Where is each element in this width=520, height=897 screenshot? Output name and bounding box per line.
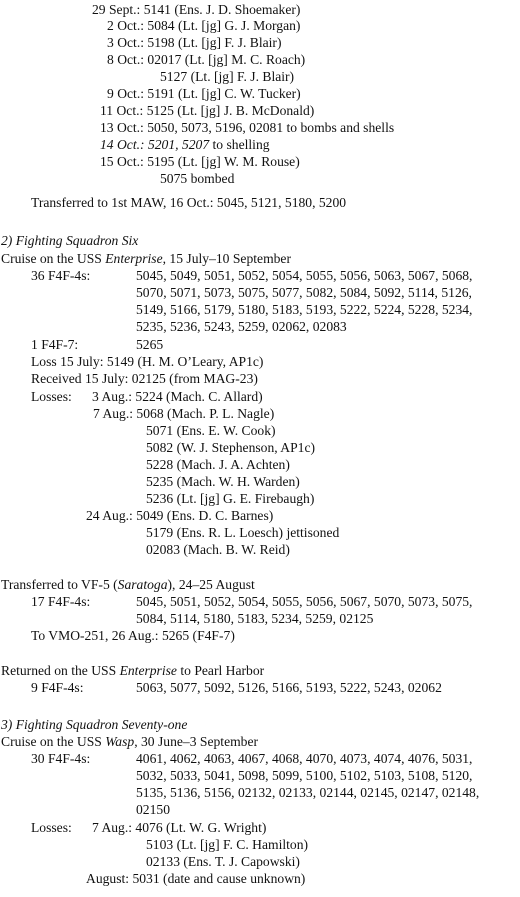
loss-entry: 02133 (Ens. T. J. Capowski) — [146, 854, 300, 869]
loss-entry: 5228 (Mach. J. A. Achten) — [146, 457, 290, 472]
loss-entry: 7 Aug.: 4076 (Lt. W. G. Wright) — [92, 820, 267, 835]
aircraft-list-line: 5032, 5033, 5041, 5098, 5099, 5100, 5102, 5103, 5108, 5120, — [136, 768, 473, 783]
transfer-dates: ), 24–25 August — [167, 577, 255, 592]
loss-entry: 5236 (Lt. [jg] G. E. Firebaugh) — [146, 491, 315, 506]
loss-entry: 02083 (Mach. B. W. Reid) — [146, 542, 290, 557]
cruise-line — [1, 251, 291, 267]
loss-line: Loss 15 July: 5149 (H. M. O’Leary, AP1c) — [31, 354, 264, 369]
loss-numbers: 5201, 5207 — [147, 137, 210, 152]
return-prefix: Returned on the USS — [1, 663, 120, 678]
loss-entry-italic — [100, 137, 270, 153]
ship-name: Enterprise — [105, 251, 163, 266]
loss-entry: 24 Aug.: 5049 (Ens. D. C. Barnes) — [86, 508, 274, 523]
loss-date: 14 Oct.: — [100, 137, 145, 152]
loss-entry: 2 Oct.: 5084 (Lt. [jg] G. J. Morgan) — [107, 18, 301, 33]
loss-entry: 13 Oct.: 5050, 5073, 5196, 02081 to bombs and shells — [100, 120, 395, 135]
loss-entry: 5082 (W. J. Stephenson, AP1c) — [146, 440, 316, 455]
aircraft-list-line: 5045, 5051, 5052, 5054, 5055, 5056, 5067, 5070, 5073, 5075, — [136, 594, 473, 609]
aircraft-count-label: 9 F4F-4s: — [31, 680, 84, 695]
loss-cause: to shelling — [209, 137, 270, 152]
aircraft-list-line: 5265 — [136, 337, 164, 352]
section-heading: 2) Fighting Squadron Six — [1, 233, 139, 248]
loss-entry: 11 Oct.: 5125 (Lt. [jg] J. B. McDonald) — [100, 103, 315, 118]
loss-entry: 5103 (Lt. [jg] F. C. Hamilton) — [146, 837, 309, 852]
loss-entry: 5179 (Ens. R. L. Loesch) jettisoned — [146, 525, 340, 540]
loss-entry: 5071 (Ens. E. W. Cook) — [146, 423, 276, 438]
losses-label: Losses: — [31, 820, 72, 835]
ship-name: Enterprise — [119, 663, 177, 678]
transfer-prefix: Transferred to VF-5 ( — [1, 577, 118, 592]
ship-name: Saratoga — [117, 577, 168, 592]
loss-entry: 5075 bombed — [160, 171, 235, 186]
aircraft-list-line: 5070, 5071, 5073, 5075, 5077, 5082, 5084, 5092, 5114, 5126, — [136, 285, 472, 300]
transfer-line: Transferred to 1st MAW, 16 Oct.: 5045, 5121, 5180, 5200 — [31, 195, 347, 210]
cruise-prefix: Cruise on the USS — [1, 734, 106, 749]
cruise-dates: , 30 June–3 September — [134, 734, 259, 749]
loss-entry: 29 Sept.: 5141 (Ens. J. D. Shoemaker) — [92, 2, 301, 17]
aircraft-list-line: 5149, 5166, 5179, 5180, 5183, 5193, 5222, 5224, 5228, 5234, — [136, 302, 473, 317]
section-heading: 3) Fighting Squadron Seventy-one — [1, 717, 188, 732]
transfer-line: To VMO-251, 26 Aug.: 5265 (F4F-7) — [31, 628, 235, 643]
aircraft-count-label: 36 F4F-4s: — [31, 268, 91, 283]
loss-entry: 15 Oct.: 5195 (Lt. [jg] W. M. Rouse) — [100, 154, 300, 169]
cruise-dates: , 15 July–10 September — [162, 251, 291, 266]
aircraft-list-line: 5135, 5136, 5156, 02132, 02133, 02144, 02145, 02147, 02148, — [136, 785, 480, 800]
cruise-prefix: Cruise on the USS — [1, 251, 106, 266]
loss-entry: 3 Aug.: 5224 (Mach. C. Allard) — [92, 389, 263, 404]
cruise-line — [1, 734, 258, 750]
aircraft-list-line: 5235, 5236, 5243, 5259, 02062, 02083 — [136, 319, 347, 334]
aircraft-count-label: 17 F4F-4s: — [31, 594, 91, 609]
ship-name: Wasp — [105, 734, 135, 749]
received-line: Received 15 July: 02125 (from MAG-23) — [31, 371, 258, 386]
aircraft-list-line: 5063, 5077, 5092, 5126, 5166, 5193, 5222, 5243, 02062 — [136, 680, 442, 695]
aircraft-list-line: 02150 — [136, 802, 170, 817]
loss-entry: 5127 (Lt. [jg] F. J. Blair) — [160, 69, 295, 84]
return-line — [1, 663, 264, 679]
aircraft-list-line: 5084, 5114, 5180, 5183, 5234, 5259, 02125 — [136, 611, 374, 626]
loss-entry: 5235 (Mach. W. H. Warden) — [146, 474, 300, 489]
aircraft-list-line: 4061, 4062, 4063, 4067, 4068, 4070, 4073, 4074, 4076, 5031, — [136, 751, 473, 766]
loss-entry: 7 Aug.: 5068 (Mach. P. L. Nagle) — [93, 406, 275, 421]
loss-entry: 8 Oct.: 02017 (Lt. [jg] M. C. Roach) — [107, 52, 306, 67]
losses-label: Losses: — [31, 389, 72, 404]
aircraft-count-label: 1 F4F-7: — [31, 337, 79, 352]
return-destination: to Pearl Harbor — [176, 663, 265, 678]
aircraft-count-label: 30 F4F-4s: — [31, 751, 91, 766]
loss-entry: 3 Oct.: 5198 (Lt. [jg] F. J. Blair) — [107, 35, 282, 50]
loss-entry: August: 5031 (date and cause unknown) — [86, 871, 306, 886]
aircraft-list-line: 5045, 5049, 5051, 5052, 5054, 5055, 5056, 5063, 5067, 5068, — [136, 268, 473, 283]
loss-entry: 9 Oct.: 5191 (Lt. [jg] C. W. Tucker) — [107, 86, 301, 101]
transfer-line — [1, 577, 255, 593]
